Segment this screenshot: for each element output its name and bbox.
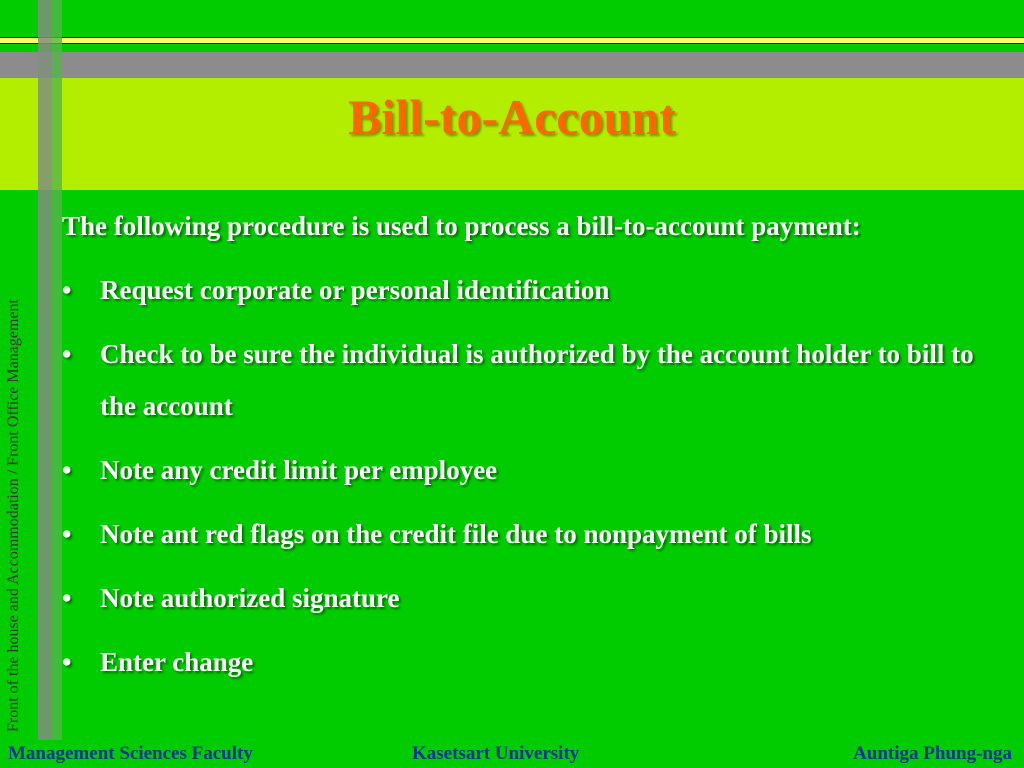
bullet-text: Check to be sure the individual is authorized by the account holder to bill to the account xyxy=(100,339,974,421)
bullet-item xyxy=(62,572,1002,624)
bullet-dot: • xyxy=(62,647,72,677)
bullet-item xyxy=(62,328,1002,432)
intro-text: The following procedure is used to process a bill-to-account payment: xyxy=(62,211,861,241)
bullet-dot: • xyxy=(62,583,72,613)
bullet-item xyxy=(62,444,1002,496)
bullet-item xyxy=(62,636,1002,688)
bullet-item xyxy=(62,508,1002,560)
bullet-dot: • xyxy=(62,339,72,369)
slide-title: Bill-to-Account xyxy=(348,89,676,145)
bullet-text: Request corporate or personal identification xyxy=(100,275,610,305)
slide-content xyxy=(62,200,1002,688)
top-yellow-stripe xyxy=(0,37,1024,44)
bullet-text: Note any credit limit per employee xyxy=(100,455,498,485)
footer-author: Auntiga Phung-nga xyxy=(853,743,1012,764)
bullet-item xyxy=(62,264,1002,316)
footer-faculty: Management Sciences Faculty xyxy=(8,743,253,764)
bullet-dot: • xyxy=(62,275,72,305)
side-caption: Front of the house and Accommodation / Front Office Management xyxy=(5,299,22,732)
bullet-dot: • xyxy=(62,519,72,549)
bullet-list xyxy=(62,264,1002,688)
bullet-text: Enter change xyxy=(100,647,254,677)
footer xyxy=(0,740,1024,768)
bullet-text: Note authorized signature xyxy=(100,583,400,613)
bullet-text: Note ant red flags on the credit file due to nonpayment of bills xyxy=(100,519,812,549)
footer-university: Kasetsart University xyxy=(412,743,580,764)
bullet-dot: • xyxy=(62,455,72,485)
top-gray-stripe xyxy=(0,52,1024,78)
